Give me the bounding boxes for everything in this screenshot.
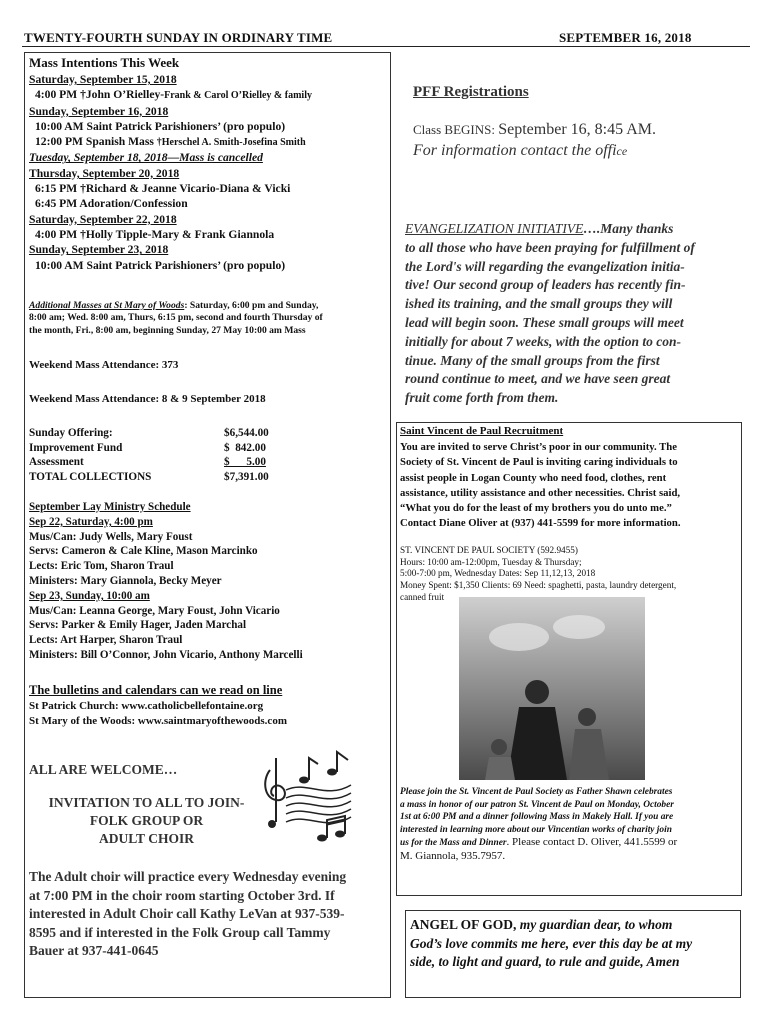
mass-line: 10:00 AM Saint Patrick Parishioners’ (pro populo) <box>35 119 286 133</box>
ministry-line: Servs: Cameron & Cale Kline, Mason Marcinko <box>29 545 258 558</box>
svdp-mass-invitation: Please join the St. Vincent de Paul Society as Father Shawn celebrates a mass in honor of our patron St. Vincent de Paul on Monday, October 1st at 6:00 PM and a dinner following Mass in Makely Hall. If you are interested in learning more about our Vincentian works of charity join us for the Mass and Dinner. Please contact D. Oliver, 441.5599 or M. Giannola, 935.7957. <box>400 787 678 862</box>
svdp-line: assist people in Logan County who need food, clothes, rent <box>400 471 667 484</box>
mass-intentions-list <box>29 72 312 273</box>
music-notes-icon <box>256 750 366 850</box>
svdp-title: Saint Vincent de Paul Recruitment <box>400 425 564 437</box>
mass-line: 6:45 PM Adoration/Confession <box>35 197 188 211</box>
ministry-line: Sep 22, Saturday, 4:00 pm <box>29 515 153 528</box>
evangelization-line: tinue. Many of the small groups from the first <box>405 352 660 368</box>
svdp-join-line: a mass in honor of our patron St. Vincent de Paul on Monday, October <box>400 799 674 810</box>
header-rule <box>22 46 750 47</box>
attendance-2: Weekend Mass Attendance: 8 & 9 September 2018 <box>29 393 266 405</box>
collection-amount: $ 842.00 <box>224 441 266 454</box>
collection-amount: $6,544.00 <box>224 427 269 439</box>
all-welcome: ALL ARE WELCOME… <box>29 762 178 777</box>
ministry-line: Lects: Eric Tom, Sharon Traul <box>29 560 174 573</box>
svdp-society-line: canned fruit <box>400 591 445 602</box>
evangelization-line: ished its training, and the small groups they will <box>405 296 673 312</box>
evangelization-line: fruit come forth from them. <box>405 390 559 406</box>
collection-amount: $7,391.00 <box>224 470 269 483</box>
choir-line: The Adult choir will practice every Wednesday evening <box>29 869 347 884</box>
choir-line: Bauer at 937-441-0645 <box>29 943 159 958</box>
evangelization-line: initially for about 7 weeks, with the option to con- <box>405 333 682 349</box>
mass-line: Sunday, September 16, 2018 <box>29 104 169 118</box>
mass-line-extra: Frank & Carol O’Rielley & family <box>164 90 312 102</box>
mass-line: 6:15 PM †Richard & Jeanne Vicario-Diana & Vicki <box>35 182 291 196</box>
additional-line-3: the month, Fri., 8:00 am, beginning Sunday, 27 May 10:00 am Mass <box>29 324 306 336</box>
svdp-line: assistance, utility assistance and other necessities. Christ said, <box>400 486 681 499</box>
ministry-line: Mus/Can: Judy Wells, Mary Foust <box>29 530 193 543</box>
svdp-line: Society of St. Vincent de Paul is inviting caring individuals to <box>400 456 678 469</box>
mass-line: 10:00 AM Saint Patrick Parishioners’ (pro populo) <box>35 258 286 272</box>
additional-line-2: 8:00 am; Wed. 8:00 am, Thurs, 6:15 pm, second and fourth Thursday of <box>29 312 323 324</box>
choir-line: 8595 and if interested in the Folk Group call Tammy <box>29 924 331 940</box>
attendance-1: Weekend Mass Attendance: 373 <box>29 359 179 371</box>
evangelization-line: to all those who have been praying for fulfillment of <box>405 239 695 255</box>
bulletins-links <box>29 699 287 728</box>
mass-line: Saturday, September 22, 2018 <box>29 212 177 226</box>
mass-line: 4:00 PM †Holly Tipple-Mary & Frank Giannola <box>35 227 275 241</box>
svdp-recruitment-text <box>400 440 681 532</box>
ministry-line: Lects: Art Harper, Sharon Traul <box>29 634 183 647</box>
svdp-line: “What you do for the least of my brothers you do unto me.” <box>400 502 672 515</box>
svdp-society-line: Money Spent: $1,350 Clients: 69 Need: spaghetti, pasta, laundry detergent, <box>400 580 677 591</box>
mass-line-main: 12:00 PM Spanish Mass <box>35 135 157 149</box>
mass-line <box>29 87 312 103</box>
mass-line: Saturday, September 15, 2018 <box>29 73 177 86</box>
evangelization-title: EVANGELIZATION INITIATIVE <box>405 221 584 236</box>
mass-line-extra: †Herschel A. Smith-Josefina Smith <box>156 137 306 149</box>
ministry-schedule <box>29 500 303 663</box>
svdp-join-line: interested in learning more about our Vincentian works of charity join <box>400 824 672 835</box>
choir-line: at 7:00 PM in the choir room starting October 3rd. If <box>29 887 335 903</box>
collection-label: Assessment <box>29 456 84 469</box>
angel-of-god-prayer: ANGEL OF GOD, my guardian dear, to whom God’s love commits me here, ever this day be at my side, to light and guard, to rule and guide, Amen <box>410 917 693 969</box>
bulletins-title: The bulletins and calendars can we read on line <box>29 683 283 697</box>
pff-title: PFF Registrations <box>413 84 529 100</box>
ministry-line: Sep 23, Sunday, 10:00 am <box>29 589 150 602</box>
additional-masses-label: Additional Masses at St Mary of Woods <box>29 300 185 311</box>
pff-class-begins: Class BEGINS: September 16, 8:45 AM. <box>413 121 656 138</box>
svdp-join-line: Please join the St. Vincent de Paul Society as Father Shawn celebrates <box>400 787 673 797</box>
collection-label: TOTAL COLLECTIONS <box>29 470 152 483</box>
additional-line-1: : Saturday, 6:00 pm and Sunday, <box>184 300 319 311</box>
bulletin-link-st-mary[interactable]: St Mary of the Woods: www.saintmaryofthewoods.com <box>29 714 287 727</box>
evangelization-line: lead will begin soon. These small groups will meet <box>405 314 684 330</box>
additional-masses <box>29 300 387 337</box>
collection-label: Improvement Fund <box>29 441 123 454</box>
evangelization-line: tive! Our second group of leaders has recently fin- <box>405 277 686 293</box>
choir-practice-text <box>29 868 346 961</box>
svdp-society-line: Hours: 10:00 am-12:00pm, Tuesday & Thursday; <box>400 556 582 567</box>
svdp-join-line: 1st at 6:00 PM and a dinner following Mass in Makely Hall. If you are <box>400 812 674 823</box>
collection-row <box>29 455 369 470</box>
svdp-line: Contact Diane Oliver at (937) 441-5599 for more information. <box>400 517 681 530</box>
collection-row <box>29 426 369 441</box>
mass-line <box>29 134 312 150</box>
mass-line: Tuesday, September 18, 2018—Mass is cancelled <box>29 151 263 165</box>
svdp-line: You are invited to serve Christ’s poor in our community. The <box>400 441 677 453</box>
collections-table <box>29 426 369 484</box>
evangelization-line <box>405 220 739 239</box>
evangelization-line: ….Many thanks <box>583 221 674 236</box>
evangelization-line: round continue to meet, and we have seen great <box>405 371 671 387</box>
svdp-society-title: ST. VINCENT DE PAUL SOCIETY (592.9455) <box>400 545 578 555</box>
ministry-line: Servs: Parker & Emily Hager, Jaden Marchal <box>29 619 247 632</box>
ministry-line: Ministers: Bill O’Connor, John Vicario, Anthony Marcelli <box>29 648 303 661</box>
svdp-society-line: 5:00-7:00 pm, Wednesday Dates: Sep 11,12,13, 2018 <box>400 568 596 579</box>
svdp-society-info <box>400 545 676 604</box>
evangelization-initiative <box>405 220 739 408</box>
mass-line: Sunday, September 23, 2018 <box>29 243 169 257</box>
mass-line: Thursday, September 20, 2018 <box>29 166 180 180</box>
mass-intentions-title: Mass Intentions This Week <box>29 55 180 70</box>
header-date: SEPTEMBER 16, 2018 <box>559 30 692 45</box>
ministry-line: Mus/Can: Leanna George, Mary Foust, John Vicario <box>29 604 280 617</box>
pff-info: For information contact the office <box>413 142 628 159</box>
collection-row <box>29 470 369 485</box>
evangelization-line: the Lord's will regarding the evangelization initia- <box>405 258 685 274</box>
collection-row <box>29 441 369 456</box>
bulletin-link-st-patrick[interactable]: St Patrick Church: www.catholicbellefontaine.org <box>29 700 264 712</box>
ministry-line: Ministers: Mary Giannola, Becky Meyer <box>29 574 222 587</box>
choir-invitation: INVITATION TO ALL TO JOIN- FOLK GROUP OR ADULT CHOIR <box>48 795 245 846</box>
st-vincent-painting-image <box>459 597 645 780</box>
collection-amount: $ 5.00 <box>224 456 266 469</box>
choir-line: interested in Adult Choir call Kathy LeVan at 937-539- <box>29 906 345 921</box>
collection-label: Sunday Offering: <box>29 427 113 439</box>
mass-line-main: 4:00 PM †John O’Rielley- <box>35 88 165 102</box>
header-title: TWENTY-FOURTH SUNDAY IN ORDINARY TIME <box>24 30 333 45</box>
ministry-title: September Lay Ministry Schedule <box>29 501 191 513</box>
